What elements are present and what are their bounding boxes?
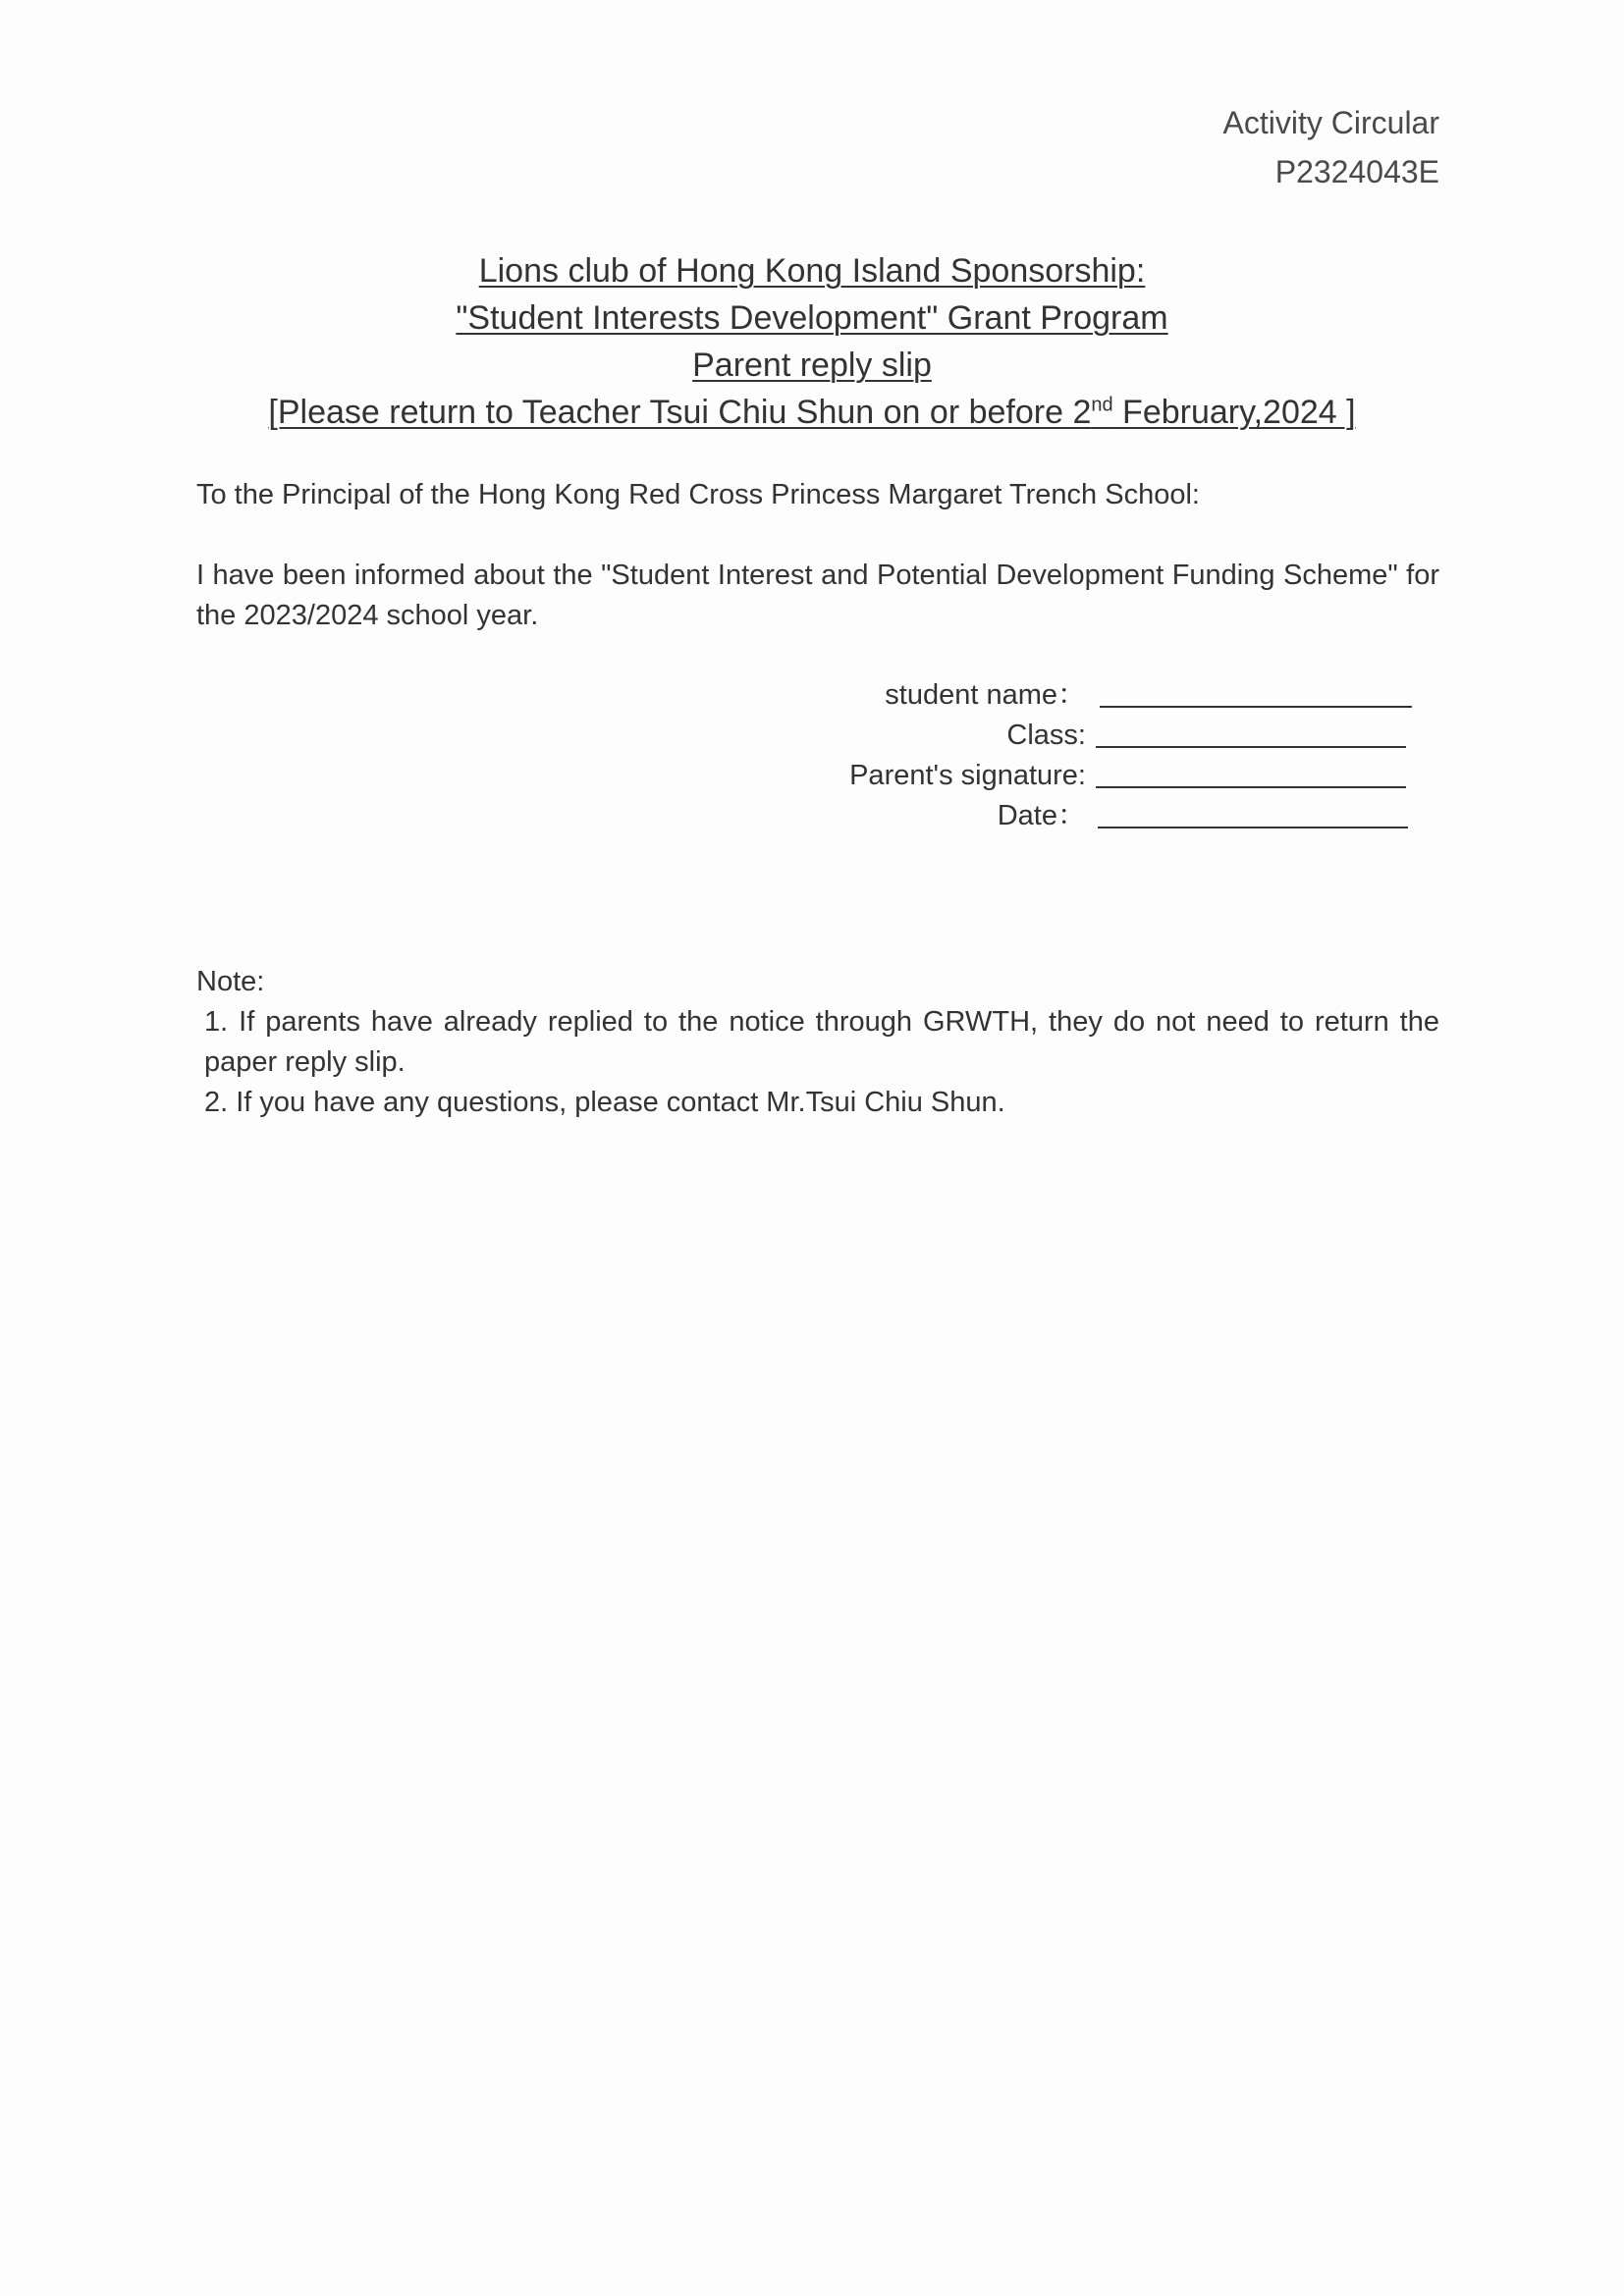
title-program: "Student Interests Development" Grant Program: [456, 299, 1168, 337]
addressee-line: To the Principal of the Hong Kong Red Cross Princess Margaret Trench School:: [196, 479, 1200, 510]
student-name-row: [746, 675, 1453, 716]
circular-header: [1223, 98, 1439, 196]
note-item-1: 1. If parents have already replied to the notice through GRWTH, they do not need to return the paper reply slip.: [204, 1006, 1439, 1078]
informed-statement: I have been informed about the "Student Interest and Potential Development Funding Scheme" for the 2023/2024 school year.: [196, 560, 1439, 631]
return-instruction-ordinal: nd: [1091, 394, 1113, 416]
student-name-field[interactable]: [1100, 676, 1412, 708]
title-sponsor: Lions club of Hong Kong Island Sponsorship:: [478, 252, 1146, 290]
circular-number: P2324043E: [1274, 154, 1439, 189]
notes-heading: Note:: [196, 966, 265, 997]
title-return-instruction: [0, 389, 1624, 436]
class-label: Class:: [1006, 720, 1086, 751]
signature-row: [746, 756, 1453, 796]
return-instruction-prefix: [Please return to Teacher Tsui Chiu Shun on or before 2: [268, 394, 1092, 431]
signature-field[interactable]: [1096, 757, 1406, 788]
class-field[interactable]: [1096, 717, 1406, 748]
date-label: Date：: [997, 800, 1086, 831]
return-instruction-suffix: February,2024 ]: [1112, 394, 1356, 431]
note-item-2: 2. If you have any questions, please contact Mr.Tsui Chiu Shun.: [204, 1087, 1005, 1118]
date-row: [746, 796, 1453, 836]
circular-label: Activity Circular: [1222, 105, 1439, 140]
date-field[interactable]: [1098, 797, 1408, 828]
signature-label: Parent's signature:: [849, 760, 1086, 791]
reply-form: [746, 675, 1453, 836]
notes-section: [196, 962, 1439, 1123]
document-title: [0, 247, 1624, 436]
student-name-label: student name：: [885, 679, 1086, 711]
class-row: [746, 716, 1453, 756]
title-reply-slip: Parent reply slip: [692, 347, 932, 384]
